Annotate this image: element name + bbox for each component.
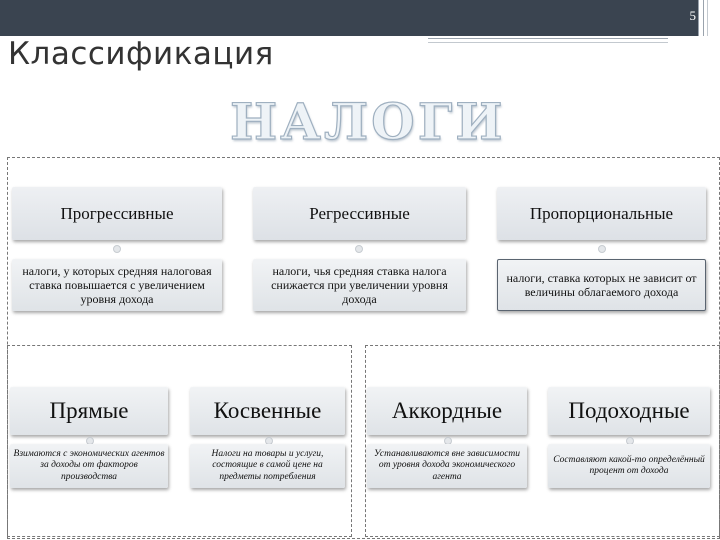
type-income-description: Составляют какой-то определённый процент от дохода: [548, 444, 710, 488]
connector-dot: [113, 245, 121, 253]
group-frame-left: [7, 345, 352, 537]
category-progressive-description: налоги, у которых средняя налоговая ставка повышается с увеличением уровня дохода: [12, 259, 222, 311]
title-divider-secondary: [428, 42, 668, 43]
type-lump-sum-description: Устанавливаются вне зависимости от уровня дохода экономического агента: [367, 444, 527, 488]
group-frame-right: [365, 345, 720, 537]
type-direct-description: Взимаются с экономических агентов за доходы от факторов производства: [10, 444, 168, 488]
title-divider: [428, 38, 668, 39]
top-bar-accent: [698, 0, 720, 36]
connector-dot: [598, 245, 606, 253]
slide-number: 5: [689, 8, 696, 23]
category-regressive-description: налоги, чья средняя ставка налога снижается при увеличении уровня дохода: [253, 259, 466, 311]
type-income: Подоходные: [548, 387, 710, 435]
category-proportional: Пропорциональные: [497, 187, 706, 240]
slide-title: Классификация: [8, 36, 274, 72]
category-proportional-description: налоги, ставка которых не зависит от величины облагаемого дохода: [497, 259, 706, 311]
main-heading: НАЛОГИ: [230, 92, 506, 151]
category-regressive: Регрессивные: [253, 187, 466, 240]
type-direct: Прямые: [10, 387, 168, 435]
category-progressive: Прогрессивные: [12, 187, 222, 240]
type-lump-sum: Аккордные: [367, 387, 527, 435]
type-indirect-description: Налоги на товары и услуги, состоящие в самой цене на предметы потребления: [190, 444, 345, 488]
type-indirect: Косвенные: [190, 387, 345, 435]
connector-dot: [355, 245, 363, 253]
top-bar: [0, 0, 698, 36]
